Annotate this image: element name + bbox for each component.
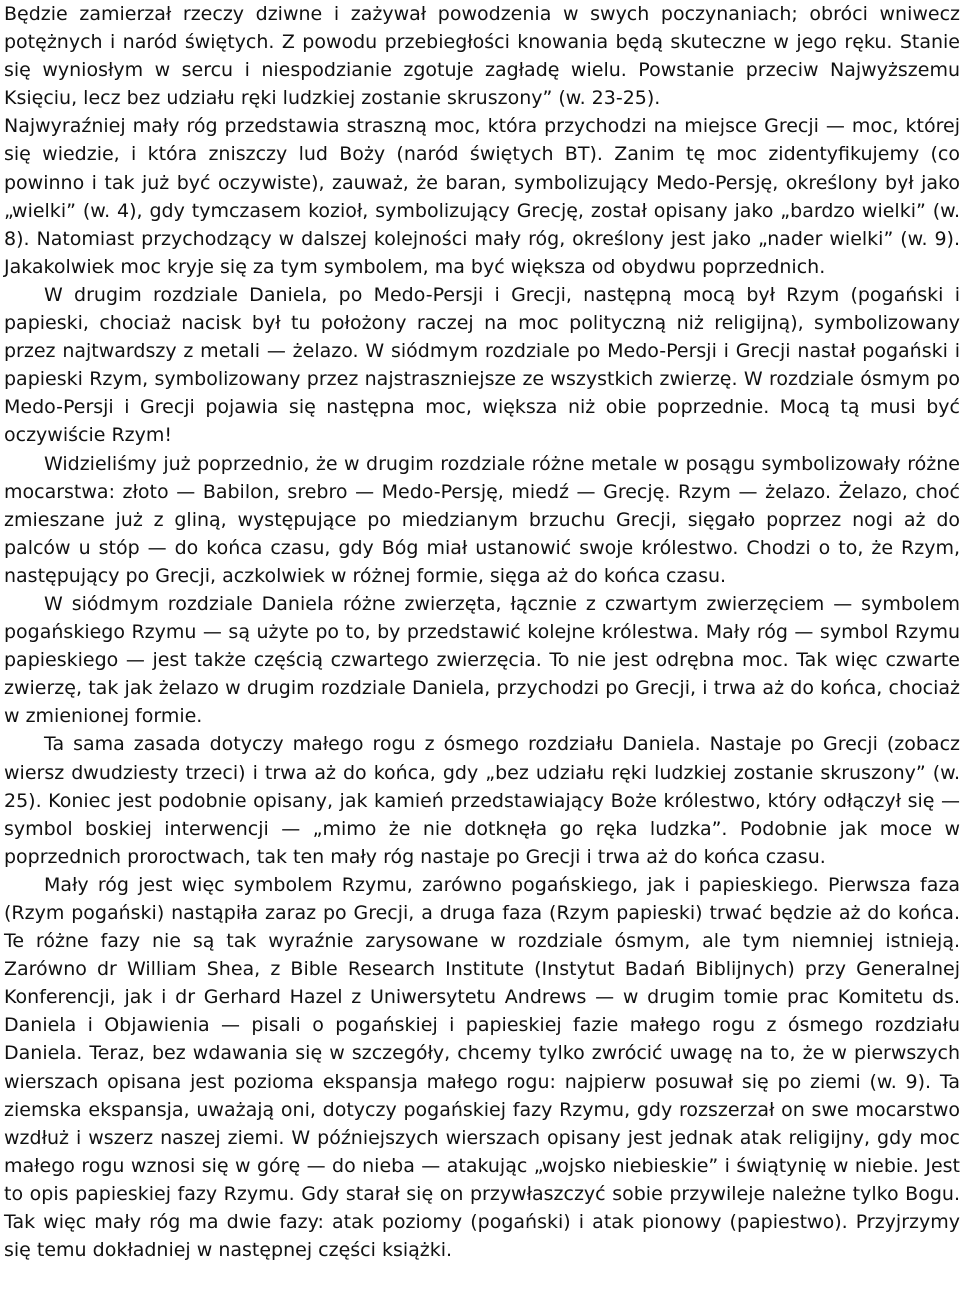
paragraph-5: W siódmym rozdziale Daniela różne zwierzęta, łącznie z czwartym zwierzęciem — symbolem pogańskiego Rzymu — są użyte po to, by przedstawić kolejne królestwa. Mały róg — symbol Rzymu papieskiego — jest także częścią czwartego zwierzęcia. To nie jest odrębna moc. Tak więc czwarte zwierzę, tak jak żelazo w drugim rozdziale Daniela, przychodzi po Grecji, i trwa aż do końca, chociaż w zmienionej formie. (4, 592, 960, 728)
paragraph-4: Widzieliśmy już poprzednio, że w drugim rozdziale różne metale w posągu symbolizowały różne mocarstwa: złoto — Babilon, srebro — Medo-Persję, miedź — Grecję. Rzym — żelazo. Żelazo, choć zmieszane już z gliną, występujące po miedzianym brzuchu Grecji, sięgało poprzez nogi aż do palców u stóp — do końca czasu, gdy Bóg miał ustanowić swoje królestwo. Chodzi o to, że Rzym, następujący po Grecji, aczkolwiek w różnej formie, sięga aż do końca czasu. (4, 452, 960, 587)
document-page (4, 0, 960, 1264)
paragraph-2: Najwyraźniej mały róg przedstawia straszną moc, która przychodzi na miejsce Grecji — moc, której się wiedzie, i która zniszczy lud Boży (naród świętych BT). Zanim tę moc zidentyfikujemy (co powinno i tak już być oczywiste), zauważ, że baran, symbolizujący Medo-Persję, określony był jako „wielki” (w. 4), gdy tymczasem kozioł, symbolizujący Grecję, został opisany jako „bardzo wielki” (w. 8). Natomiast przychodzący w dalszej kolejności mały róg, określony jest jako „nader wielki” (w. 9). Jakakolwiek moc kryje się za tym symbolem, ma być większa od obydwu poprzednich. (4, 115, 960, 278)
paragraph-7: Mały róg jest więc symbolem Rzymu, zarówno pogańskiego, jak i papieskiego. Pierwsza faza (Rzym pogański) nastąpiła zaraz po Grecji, a druga faza (Rzym papieski) trwać będzie aż do końca. Te różne fazy nie są tak wyraźnie zarysowane w rozdziale ósmym, ale tym niemniej istnieją. Zarówno dr William Shea, z Bible Research Institute (Instytut Badań Biblijnych) przy Generalnej Konferencji, jak i dr Gerhard Hazel z Uniwersytetu Andrews — w drugim tomie prac Komitetu ds. Daniela i Objawienia — pisali o pogańskiej i papieskiej fazie małego rogu z ósmego rozdziału Daniela. Teraz, bez wdawania się w szczegóły, chcemy tylko zwrócić uwagę na to, że w pierwszych wierszach opisana jest pozioma ekspansja małego rogu: najpierw posuwał się po ziemi (w. 9). Ta ziemska ekspansja, uważają oni, dotyczy pogańskiej fazy Rzymu, gdy rozszerzał on swe mocarstwo wzdłuż i wszerz naszej ziemi. W późniejszych wierszach opisany jest jednak atak religijny, gdy moc małego rogu wznosi się w górę — do nieba — atakując „wojsko niebieskie” i świątynię w niebie. Jest to opis papieskiej fazy Rzymu. Gdy starał się on przywłaszczyć sobie przywileje należne tylko Bogu. Tak więc mały róg ma dwie fazy: atak poziomy (pogański) i atak pionowy (papiestwo). Przyjrzymy się temu dokładniej w następnej części książki. (4, 873, 960, 1262)
paragraph-1: Będzie zamierzał rzeczy dziwne i zażywał powodzenia w swych poczynaniach; obróci wniwecz potężnych i naród świętych. Z powodu przebiegłości knowania będą skuteczne w jego ręku. Stanie się wyniosłym w sercu i niespodzianie zgotuje zagładę wielu. Powstanie przeciw Najwyższemu Księciu, lecz bez udziału ręki ludzkiej zostanie skruszony” (w. 23-25). (4, 3, 960, 110)
paragraph-3: W drugim rozdziale Daniela, po Medo-Persji i Grecji, następną mocą był Rzym (pogański i papieski, chociaż nacisk był tu położony raczej na moc polityczną niż religijną), symbolizowany przez najtwardszy z metali — żelazo. W siódmym rozdziale po Medo-Persji i Grecji nastał pogański i papieski Rzym, symbolizowany przez najstraszniejsze ze wszystkich zwierzę. W rozdziale ósmym po Medo-Persji i Grecji pojawia się następna moc, większa niż obie poprzednie. Mocą tą musi być oczywiście Rzym! (4, 283, 960, 447)
paragraph-6: Ta sama zasada dotyczy małego rogu z ósmego rozdziału Daniela. Nastaje po Grecji (zobacz wiersz dwudziesty trzeci) i trwa aż do końca, gdy „bez udziału ręki ludzkiej zostanie skruszony” (w. 25). Koniec jest podobnie opisany, jak kamień przedstawiający Boże królestwo, który odłączył się — symbol boskiej interwencji — „mimo że nie dotknęła go ręka ludzka”. Podobnie jak moce w poprzednich proroctwach, tak ten mały róg nastaje po Grecji i trwa aż do końca czasu. (4, 733, 960, 868)
